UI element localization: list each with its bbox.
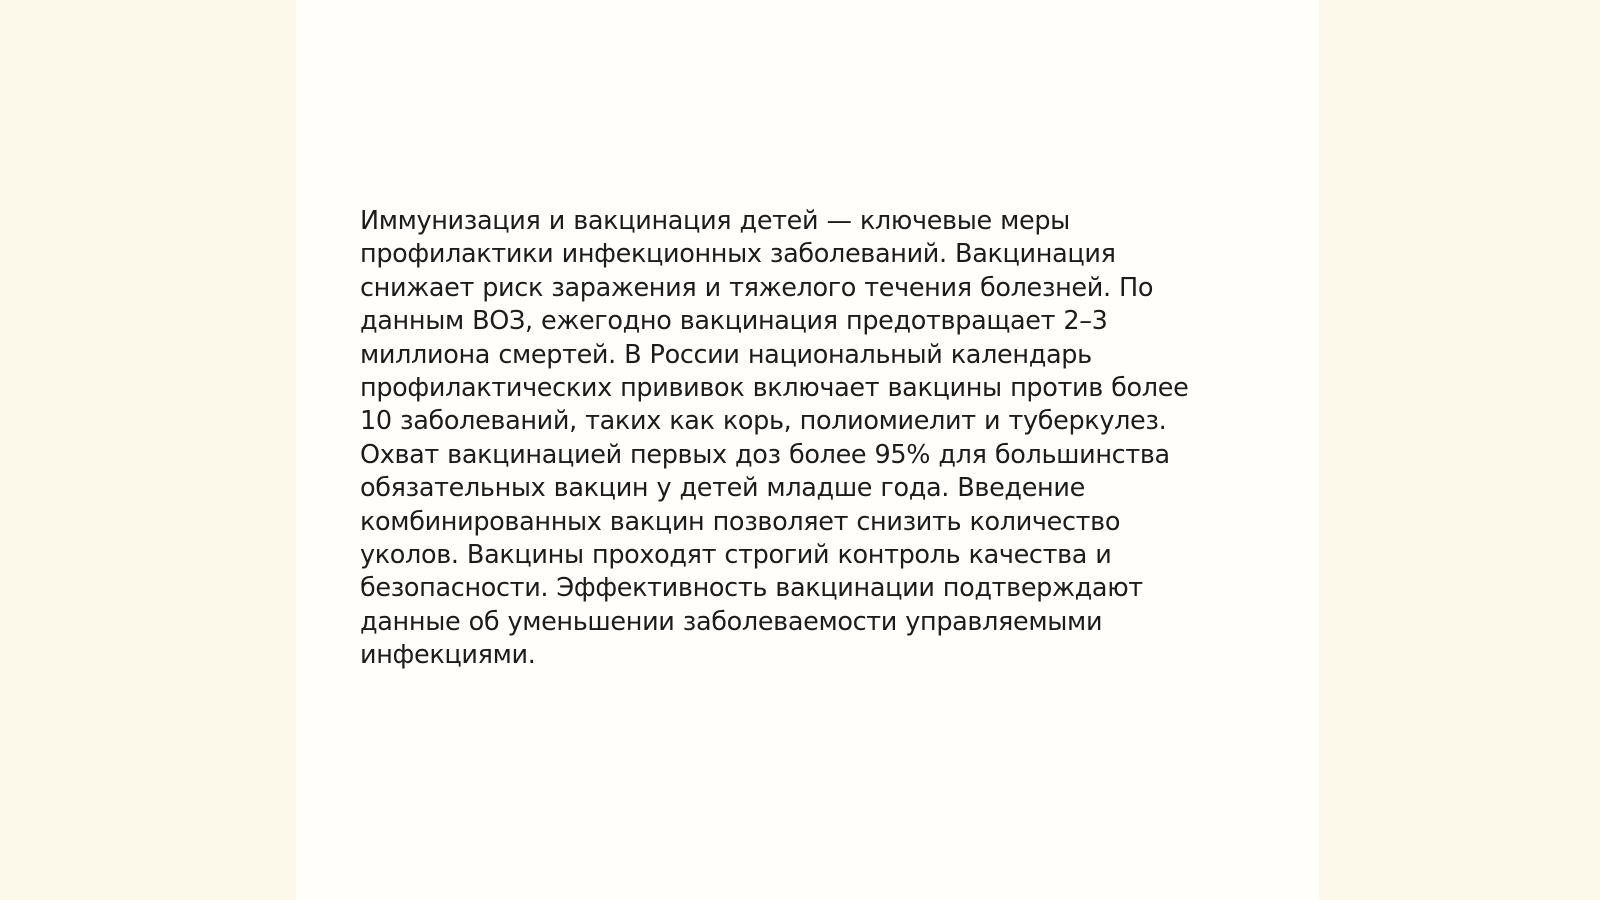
body-paragraph	[360, 205, 1240, 673]
paragraph-line: комбинированных вакцин позволяет снизить количество	[360, 506, 1121, 537]
paragraph-line: снижает риск заражения и тяжелого течения болезней. По	[360, 272, 1154, 303]
paragraph-line: обязательных вакцин у детей младше года. Введение	[360, 473, 1085, 504]
paragraph-line: Охват вакцинацией первых доз более 95% для большинства	[360, 439, 1170, 470]
paragraph-line: Иммунизация и вакцинация детей — ключевые меры	[360, 206, 1070, 236]
paragraph-line: уколов. Вакцины проходят строгий контроль качества и	[360, 540, 1112, 571]
paragraph-line: профилактики инфекционных заболеваний. Вакцинация	[360, 239, 1116, 270]
paragraph-line: миллиона смертей. В России национальный календарь	[360, 339, 1092, 370]
paragraph-line: данным ВОЗ, ежегодно вакцинация предотвращает 2–3	[360, 306, 1108, 337]
paragraph-line: профилактических прививок включает вакцины против более	[360, 373, 1189, 404]
paragraph-line: 10 заболеваний, таких как корь, полиомиелит и туберкулез.	[360, 406, 1167, 437]
paragraph-line: данные об уменьшении заболеваемости управляемыми	[360, 606, 1103, 637]
paragraph-line: инфекциями.	[360, 640, 536, 671]
document-page	[296, 0, 1319, 900]
paragraph-line: безопасности. Эффективность вакцинации подтверждают	[360, 573, 1143, 604]
